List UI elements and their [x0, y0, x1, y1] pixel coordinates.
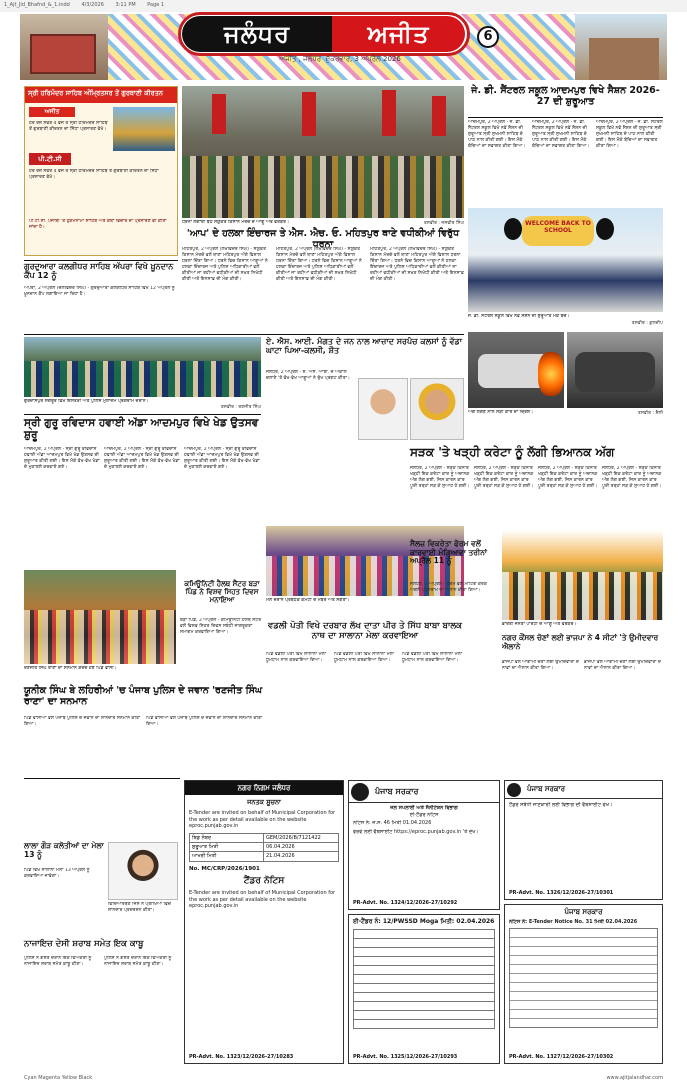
tender-org: ਨਗਰ ਨਿਗਮ ਜਲੰਧਰ — [185, 781, 343, 795]
protest-body-col1: ਮਹਿਤਪੁਰ, 2 ਅਪ੍ਰੈਲ (ਲਖਵਿੰਦਰ ਸਿੰਘ) - ਸੰਯੁਕਤ ਕਿਸਾਨ ਮੋਰਚੇ ਵਲੋਂ ਥਾਣਾ ਮਹਿਤਪੁਰ ਅੱਗੇ ਵਿਸ਼ਾਲ ਧਰਨਾ ਦਿੱਤਾ ਗਿਆ। ਧਰਨੇ ਵਿਚ ਕਿਸਾਨ ਆਗੂਆਂ ਨੇ ਹਲਕਾ ਇੰਚਾਰਜ ਅਤੇ ਪੁਲਿਸ ਅਧਿਕਾਰੀਆਂ ਵਲੋਂ ਕੀਤੀਆਂ ਜਾ ਰਹੀਆਂ ਵਧੀਕੀਆਂ ਦੀ ਸਖ਼ਤ ਨਿਖੇਧੀ ਕੀਤੀ ਅਤੇ ਇਨਸਾਫ਼ ਦੀ ਮੰਗ ਕੀਤੀ। — [182, 247, 268, 282]
govt-ad-right-footer: PR-Advt. No. 1326/12/2026-27/10301 — [509, 890, 614, 896]
asi-body: ਜਲੰਧਰ, 2 ਅਪ੍ਰੈਲ - ਏ. ਐਸ. ਆਈ. ਦੇ ਅਕਾਲ ਚਲਾਣੇ 'ਤੇ ਵੱਖ-ਵੱਖ ਆਗੂਆਂ ਨੇ ਦੁੱਖ ਪ੍ਰਗਟ ਕੀਤਾ। — [266, 370, 351, 381]
honour-body-col2: ਪਿੰਡ ਵਾਸੀਆਂ ਵਲੋਂ ਪੰਜਾਬ ਪੁਲਿਸ ਦੇ ਜਵਾਨ ਦਾ ਸ਼ਾਨਦਾਰ ਸਨਮਾਨ ਕੀਤਾ ਗਿਆ। — [146, 716, 263, 727]
ravidas-body-col3: ਆਦਮਪੁਰ, 2 ਅਪ੍ਰੈਲ - ਸ੍ਰੀ ਗੁਰੂ ਰਵਿਦਾਸ ਹਵਾਈ ਅੱਡਾ ਆਦਮਪੁਰ ਵਿਖੇ ਖੇਡ ਉਤਸਵ ਦੀ ਸ਼ੁਰੂਆਤ ਕੀਤੀ ਗਈ। ਇਸ ਮੌਕੇ ਵੱਖ-ਵੱਖ ਖੇਡਾਂ ਦੇ ਮੁਕਾਬਲੇ ਕਰਵਾਏ ਗਏ। — [184, 447, 260, 470]
govt-emblem-icon — [351, 783, 369, 801]
tender-table — [189, 833, 339, 862]
govt-ad-body: ਵੇਰਵੇ ਲਈ ਵੈਬਸਾਈਟ https://eproc.punjab.gov.in 'ਤੇ ਦੇਖੋ। — [353, 828, 479, 835]
tender-ref: No. MC/CRP/2026/1901 — [189, 866, 260, 872]
tender-row: ਸ਼ੁਰੂਆਤ ਮਿਤੀ 06.04.2026 — [190, 843, 338, 852]
protest-credit: ਤਸਵੀਰ : ਜਸਵੀਰ ਸਿੰਘ — [423, 221, 464, 226]
tender-title: ਟੈਂਡਰ ਨੋਟਿਸ — [243, 876, 285, 886]
ravidas-body-col2: ਆਦਮਪੁਰ, 2 ਅਪ੍ਰੈਲ - ਸ੍ਰੀ ਗੁਰੂ ਰਵਿਦਾਸ ਹਵਾਈ ਅੱਡਾ ਆਦਮਪੁਰ ਵਿਖੇ ਖੇਡ ਉਤਸਵ ਦੀ ਸ਼ੁਰੂਆਤ ਕੀਤੀ ਗਈ। ਇਸ ਮੌਕੇ ਵੱਖ-ਵੱਖ ਖੇਡਾਂ ਦੇ ਮੁਕਾਬਲੇ ਕਰਵਾਏ ਗਏ। — [104, 447, 180, 470]
fire-credit: ਤਸਵੀਰ : ਸ਼ੈਲੀ — [637, 411, 663, 416]
govt-ad-right-header — [505, 781, 662, 799]
golden-temple-photo — [113, 107, 175, 151]
masthead-title-left: ਜਲੰਧਰ — [182, 16, 332, 52]
health-headline: ਕਮਿਊਨਿਟੀ ਹੈਲਥ ਸੈਂਟਰ ਬੜਾ ਪਿੰਡ ਨੇ ਵਿਸ਼ਵ ਸਿਹਤ ਦਿਵਸ ਮਨਾਇਆ — [184, 580, 260, 605]
bjp-headline: ਨਗਰ ਕੌਂਸਲ ਚੋਣਾਂ ਲਈ ਭਾਜਪਾ ਨੇ 4 ਸੀਟਾਂ 'ਤੇ ਉਮੀਦਵਾਰ ਐਲਾਨੇ — [502, 633, 659, 651]
liquor-body-col1: ਪੁਲਿਸ ਨੇ ਗਸ਼ਤ ਦੌਰਾਨ ਇਕ ਵਿਅਕਤੀ ਨੂੰ ਨਾਜਾਇਜ਼ ਸ਼ਰਾਬ ਸਮੇਤ ਕਾਬੂ ਕੀਤਾ। — [24, 956, 92, 967]
file-name: 1_Ajt_Jld_Bhafnd_&_1.indd — [4, 2, 70, 8]
police-caption: ਗੁਰਦਾਸਪੁਰ ਸੰਗਰੂਰ ਵਿਖੇ ਇਸਤਰੀ ਅਤੇ ਪੁਲਿਸ ਮੁਲਾਜ਼ਮ ਪ੍ਰੋਗਰਾਮ ਦੌਰਾਨ। — [24, 399, 149, 404]
village-fair-headline: ਵਡਲੀ ਪੋਤੀ ਵਿਖੇ ਦਰਬਾਰ ਲੱਖ ਦਾਤਾ ਪੀਰ ਤੇ ਸਿੱਧ ਬਾਬਾ ਬਾਲਕ ਨਾਥ ਦਾ ਸਾਲਾਨਾ ਮੇਲਾ ਕਰਵਾਇਆ — [268, 621, 462, 641]
ravidas-body-col1: ਆਦਮਪੁਰ, 2 ਅਪ੍ਰੈਲ - ਸ੍ਰੀ ਗੁਰੂ ਰਵਿਦਾਸ ਹਵਾਈ ਅੱਡਾ ਆਦਮਪੁਰ ਵਿਖੇ ਖੇਡ ਉਤਸਵ ਦੀ ਸ਼ੁਰੂਆਤ ਕੀਤੀ ਗਈ। ਇਸ ਮੌਕੇ ਵੱਖ-ਵੱਖ ਖੇਡਾਂ ਦੇ ਮੁਕਾਬਲੇ ਕਰਵਾਏ ਗਏ। — [24, 447, 100, 470]
govt-ad-notice: ਈ-ਟੈਂਡਰ ਨੋਟਿਸ — [409, 811, 439, 818]
color-bar-label: Cyan Magenta Yellow Black — [24, 1075, 93, 1081]
protest-photo — [182, 86, 464, 218]
govt-ad-table — [353, 929, 495, 1029]
police-credit: ਤਸਵੀਰ : ਰਣਜੀਤ ਸਿੰਘ — [220, 405, 261, 410]
welcome-sign: WELCOME BACK TO SCHOOL — [522, 216, 594, 246]
tender-row: ਆਖਰੀ ਮਿਤੀ 21.04.2026 — [192, 853, 295, 859]
bjp-body-col2: ਭਾਜਪਾ ਵਲੋਂ ਆਗਾਮੀ ਚੋਣਾਂ ਲਈ ਉਮੀਦਵਾਰਾਂ ਦੇ ਨਾਵਾਂ ਦਾ ਐਲਾਨ ਕੀਤਾ ਗਿਆ। — [584, 660, 661, 671]
govt-ad-right — [504, 780, 663, 900]
village-fair-caption: ਮੇਲੇ ਦੌਰਾਨ ਪ੍ਰਬੰਧਕ ਕਮੇਟੀ ਦੇ ਮੈਂਬਰ ਅਤੇ ਸੰਗਤਾਂ। — [266, 598, 350, 603]
honour-headline: ਯੂਨੀਕ ਸਿੰਘ ਬੇ ਲਹਿਰੀਆਂ 'ਚ ਪੰਜਾਬ ਪੁਲਿਸ ਦੇ ਜਵਾਨ 'ਰਣਜੀਤ ਸਿੰਘ ਰਾਣਾ' ਦਾ ਸਨਮਾਨ — [24, 685, 263, 707]
health-body: ਬੜਾ ਪਿੰਡ, 2 ਅਪ੍ਰੈਲ - ਕਮਿਊਨਿਟੀ ਹੈਲਥ ਸੈਂਟਰ ਵਲੋਂ ਵਿਸ਼ਵ ਸਿਹਤ ਦਿਵਸ ਸਬੰਧੀ ਜਾਗਰੂਕਤਾ ਸਮਾਗਮ ਕਰਵਾਇਆ ਗਿਆ। — [180, 618, 262, 635]
protest-caption: ਧਰਨਾ ਲਗਾਈ ਬੈਠੇ ਸੰਯੁਕਤ ਕਿਸਾਨ ਮੋਰਚੇ ਦੇ ਆਗੂ ਅਤੇ ਵਰਕਰ। — [182, 220, 290, 225]
tender-ad-mc — [184, 780, 344, 1064]
school-photo — [468, 208, 663, 312]
liquor-headline: ਨਾਜਾਇਜ਼ ਦੇਸੀ ਸ਼ਰਾਬ ਸਮੇਤ ਇਕ ਕਾਬੂ — [24, 939, 144, 949]
police-photo — [24, 337, 261, 397]
print-time: 3:11 PM — [115, 2, 136, 8]
school-caption: ਜੇ. ਡੀ. ਸੈਂਟਰਲ ਸਕੂਲ ਵਿਖੇ ਨਵੇਂ ਸੈਸ਼ਨ ਦੀ ਸ਼ੁਰੂਆਤ ਮੌਕੇ ਬੱਚੇ। — [468, 314, 570, 319]
gurbani-notice-label: ਅਜੀਤ — [29, 107, 75, 117]
govt-ad-head: ਪੰਜਾਬ ਸਰਕਾਰ — [375, 786, 419, 796]
asi-headline: ਏ. ਐਸ. ਆਈ. ਮੰਗਤ ਦੇ ਜਨ ਨਾਲ ਆਜ਼ਾਦ ਸਰਪੰਚ ਕਲਸਾਂ ਨੂੰ ਵੱਡਾ ਘਾਟਾ ਪਿਆ-ਕਲਸੀ, ਸ਼ੌਤ — [266, 337, 463, 356]
masthead-subtitle: ਅਜੀਤ , ਜਲੰਧਰ ਸ਼ੁੱਕਰਵਾਰ, 3 ਅਪ੍ਰੈਲ 2026 — [279, 55, 401, 63]
school-body-col2: ਆਦਮਪੁਰ, 2 ਅਪ੍ਰੈਲ - ਜੇ. ਡੀ. ਸੈਂਟਰਲ ਸਕੂਲ ਵਿਖੇ ਨਵੇਂ ਸੈਸ਼ਨ ਦੀ ਸ਼ੁਰੂਆਤ ਸ੍ਰੀ ਸੁਖਮਨੀ ਸਾਹਿਬ ਦੇ ਪਾਠ ਨਾਲ ਕੀਤੀ ਗਈ। ਇਸ ਮੌਕੇ ਬੱਚਿਆਂ ਦਾ ਸਵਾਗਤ ਕੀਤਾ ਗਿਆ। — [532, 120, 590, 149]
print-slug-strip — [0, 0, 687, 12]
govt-ad-right-head-2: ਪੰਜਾਬ ਸਰਕਾਰ — [564, 908, 603, 916]
village-body-col1: ਪਿੰਡ ਵਡਲੀ ਪੋਤੀ ਵਿਖੇ ਸਾਲਾਨਾ ਮੇਲਾ ਧੂਮਧਾਮ ਨਾਲ ਕਰਵਾਇਆ ਗਿਆ। — [266, 652, 327, 663]
car-fire-photos — [468, 332, 663, 408]
issue-date: ਸ਼ੁੱਕਰਵਾਰ, 3 ਅਪ੍ਰੈਲ 2026 — [325, 55, 401, 63]
govt-ad-header — [349, 781, 499, 803]
fair-headline: ਲਾਲਾ ਗੌੜ ਕਲੋਤੀਆਂ ਦਾ ਮੇਲਾ 13 ਨੂੰ — [24, 841, 104, 859]
footer-strip — [24, 1072, 663, 1084]
gurdwara-body: ਅੱਪਰਾ, 2 ਅਪ੍ਰੈਲ (ਦਲਵਿੰਦਰ ਸਿੰਘ) - ਗੁਰਦੁਆਰਾ ਕਲਗੀਧਰ ਸਾਹਿਬ ਵਿਖੇ 12 ਅਪ੍ਰੈਲ ਨੂੰ ਖ਼ੂਨਦਾਨ ਕੈਂਪ ਲਗਾਇਆ ਜਾ ਰਿਹਾ ਹੈ। — [24, 286, 175, 297]
fire-headline: ਸੜਕ 'ਤੇ ਖੜ੍ਹੀ ਕਰੇਟਾ ਨੂੰ ਲੱਗੀ ਭਿਆਨਕ ਅੱਗ — [410, 445, 615, 459]
school-headline: ਜੇ. ਡੀ. ਸੈਂਟਰਲ ਸਕੂਲ ਆਦਮਪੁਰ ਵਿਖੇ ਸੈਸ਼ਨ 2026-27 ਦੀ ਸ਼ੁਰੂਆਤ — [471, 85, 660, 107]
bjp-body-col1: ਭਾਜਪਾ ਵਲੋਂ ਆਗਾਮੀ ਚੋਣਾਂ ਲਈ ਉਮੀਦਵਾਰਾਂ ਦੇ ਨਾਵਾਂ ਦਾ ਐਲਾਨ ਕੀਤਾ ਗਿਆ। — [502, 660, 579, 671]
liquor-body-col2: ਪੁਲਿਸ ਨੇ ਗਸ਼ਤ ਦੌਰਾਨ ਇਕ ਵਿਅਕਤੀ ਨੂੰ ਨਾਜਾਇਜ਼ ਸ਼ਰਾਬ ਸਮੇਤ ਕਾਬੂ ਕੀਤਾ। — [104, 956, 172, 967]
school-body-col3: ਆਦਮਪੁਰ, 2 ਅਪ੍ਰੈਲ - ਜੇ. ਡੀ. ਸੈਂਟਰਲ ਸਕੂਲ ਵਿਖੇ ਨਵੇਂ ਸੈਸ਼ਨ ਦੀ ਸ਼ੁਰੂਆਤ ਸ੍ਰੀ ਸੁਖਮਨੀ ਸਾਹਿਬ ਦੇ ਪਾਠ ਨਾਲ ਕੀਤੀ ਗਈ। ਇਸ ਮੌਕੇ ਬੱਚਿਆਂ ਦਾ ਸਵਾਗਤ ਕੀਤਾ ਗਿਆ। — [596, 120, 663, 149]
tender-sub: ਜਨਤਕ ਸੂਚਨਾ — [247, 798, 281, 806]
fire-body-col3: ਜਲੰਧਰ, 2 ਅਪ੍ਰੈਲ - ਸੜਕ ਕਿਨਾਰੇ ਖੜ੍ਹੀ ਇਕ ਕਰੇਟਾ ਕਾਰ ਨੂੰ ਅਚਾਨਕ ਅੱਗ ਲੱਗ ਗਈ, ਜਿਸ ਕਾਰਨ ਕਾਰ ਪੂਰੀ ਤਰ੍ਹਾਂ ਸੜ ਕੇ ਸੁਆਹ ਹੋ ਗਈ। — [538, 466, 598, 489]
tender-footer: PR-Advt. No. 1323/12/2026-27/10283 — [189, 1054, 294, 1060]
govt-ad-right-table — [509, 928, 658, 1028]
govt-ad-right-footer-2: PR-Advt. No. 1327/12/2026-27/10302 — [509, 1054, 614, 1060]
fire-body-col2: ਜਲੰਧਰ, 2 ਅਪ੍ਰੈਲ - ਸੜਕ ਕਿਨਾਰੇ ਖੜ੍ਹੀ ਇਕ ਕਰੇਟਾ ਕਾਰ ਨੂੰ ਅਚਾਨਕ ਅੱਗ ਲੱਗ ਗਈ, ਜਿਸ ਕਾਰਨ ਕਾਰ ਪੂਰੀ ਤਰ੍ਹਾਂ ਸੜ ਕੇ ਸੁਆਹ ਹੋ ਗਈ। — [474, 466, 534, 489]
honour-photo — [24, 570, 176, 664]
govt-emblem-icon — [507, 783, 521, 797]
tender-row: ਬਿਡ ਨੰਬਰ GEM/2026/B/7121422 — [190, 834, 338, 843]
masthead-photo-left — [20, 14, 108, 80]
honour-caption: ਰਣਜੀਤ ਸਿੰਘ ਰਾਣਾ ਦਾ ਸਨਮਾਨ ਕਰਦੇ ਹੋਏ ਪਿੰਡ ਵਾਸੀ। — [24, 666, 117, 671]
print-date: 4/3/2026 — [81, 2, 104, 8]
masthead-photo-right — [575, 14, 667, 80]
school-body-col1: ਆਦਮਪੁਰ, 2 ਅਪ੍ਰੈਲ - ਜੇ. ਡੀ. ਸੈਂਟਰਲ ਸਕੂਲ ਵਿਖੇ ਨਵੇਂ ਸੈਸ਼ਨ ਦੀ ਸ਼ੁਰੂਆਤ ਸ੍ਰੀ ਸੁਖਮਨੀ ਸਾਹਿਬ ਦੇ ਪਾਠ ਨਾਲ ਕੀਤੀ ਗਈ। ਇਸ ਮੌਕੇ ਬੱਚਿਆਂ ਦਾ ਸਵਾਗਤ ਕੀਤਾ ਗਿਆ। — [468, 120, 526, 149]
fire-body-col4: ਜਲੰਧਰ, 2 ਅਪ੍ਰੈਲ - ਸੜਕ ਕਿਨਾਰੇ ਖੜ੍ਹੀ ਇਕ ਕਰੇਟਾ ਕਾਰ ਨੂੰ ਅਚਾਨਕ ਅੱਗ ਲੱਗ ਗਈ, ਜਿਸ ਕਾਰਨ ਕਾਰ ਪੂਰੀ ਤਰ੍ਹਾਂ ਸੜ ਕੇ ਸੁਆਹ ਹੋ ਗਈ। — [602, 466, 662, 489]
govt-ad-right-notice-2: ਨੋਟਿਸ ਨੰ: E-Tender Notice No. 31 ਮਿਤੀ 02.04.2026 — [509, 919, 638, 925]
govt-ad-right-head: ਪੰਜਾਬ ਸਰਕਾਰ — [527, 785, 566, 793]
village-body-col2: ਪਿੰਡ ਵਡਲੀ ਪੋਤੀ ਵਿਖੇ ਸਾਲਾਨਾ ਮੇਲਾ ਧੂਮਧਾਮ ਨਾਲ ਕਰਵਾਇਆ ਗਿਆ। — [334, 652, 395, 663]
protest-body-col3: ਮਹਿਤਪੁਰ, 2 ਅਪ੍ਰੈਲ (ਲਖਵਿੰਦਰ ਸਿੰਘ) - ਸੰਯੁਕਤ ਕਿਸਾਨ ਮੋਰਚੇ ਵਲੋਂ ਥਾਣਾ ਮਹਿਤਪੁਰ ਅੱਗੇ ਵਿਸ਼ਾਲ ਧਰਨਾ ਦਿੱਤਾ ਗਿਆ। ਧਰਨੇ ਵਿਚ ਕਿਸਾਨ ਆਗੂਆਂ ਨੇ ਹਲਕਾ ਇੰਚਾਰਜ ਅਤੇ ਪੁਲਿਸ ਅਧਿਕਾਰੀਆਂ ਵਲੋਂ ਕੀਤੀਆਂ ਜਾ ਰਹੀਆਂ ਵਧੀਕੀਆਂ ਦੀ ਸਖ਼ਤ ਨਿਖੇਧੀ ਕੀਤੀ ਅਤੇ ਇਨਸਾਫ਼ ਦੀ ਮੰਗ ਕੀਤੀ। — [370, 247, 464, 282]
fire-caption: ਅੱਗ ਲੱਗਣ ਨਾਲ ਸੜੀ ਕਾਰ ਦਾ ਦ੍ਰਿਸ਼। — [468, 410, 534, 415]
school-credit: ਤਸਵੀਰ : ਕੁਲਦੀਪ — [631, 321, 663, 326]
ravidas-headline: ਸ੍ਰੀ ਗੁਰੂ ਰਵਿਦਾਸ ਹਵਾਈ ਅੱਡਾ ਆਦਮਪੁਰ ਵਿਖੇ ਖੇਡ ਉਤਸਵ ਸ਼ੁਰੂ — [24, 417, 259, 442]
masthead-title-right: ਅਜੀਤ — [332, 16, 465, 52]
portrait-2 — [410, 378, 464, 440]
bjp-photo — [502, 530, 663, 620]
tender-body: E-Tender are invited on behalf of Municipal Corporation for the work as per detail available on the website eproc.punjab.gov.in — [189, 890, 336, 909]
portrait-1 — [358, 378, 408, 440]
fair-body: ਪਿੰਡ ਵਿਖੇ ਸਾਲਾਨਾ ਮੇਲਾ 13 ਅਪ੍ਰੈਲ ਨੂੰ ਕਰਵਾਇਆ ਜਾਵੇਗਾ। — [24, 868, 90, 879]
govt-ad-footer-2: PR-Advt. No. 1325/12/2026-27/10293 — [353, 1054, 458, 1060]
seminar-body: ਜਲੰਧਰ, 2 ਅਪ੍ਰੈਲ - ਫੋਰਮ ਵਲੋਂ ਮੀਟਿੰਗ ਕਰਕੇ ਅਗਲੇ ਪ੍ਰੋਗਰਾਮ ਦਾ ਐਲਾਨ ਕੀਤਾ ਗਿਆ। — [410, 582, 487, 593]
gurbani-notice-footer: ਪੀ.ਟੀ.ਸੀ. ਪੰਜਾਬੀ 'ਤੇ ਹੁਕਮਨਾਮਾ ਸਾਹਿਬ ਅਤੇ ਕਥਾ ਵਿਚਾਰ ਦਾ ਪ੍ਰਸਾਰਣ ਵੀ ਕੀਤਾ ਜਾਂਦਾ ਹੈ। — [29, 219, 167, 230]
gurbani-notice-heading: ਸ੍ਰੀ ਹਰਿਮੰਦਰ ਸਾਹਿਬ ਅੰਮ੍ਰਿਤਸਰ ਤੋਂ ਗੁਰਬਾਣੀ ਕੀਰਤਨ — [25, 87, 177, 103]
gurdwara-headline: ਗੁਰਦੁਆਰਾ ਕਲਗੀਧਰ ਸਾਹਿਬ ਅੱਪਰਾ ਵਿਖੇ ਖ਼ੂਨਦਾਨ ਕੈਂਪ 12 ਨੂੰ — [24, 262, 174, 281]
govt-ad-notice-2: ਈ-ਟੈਂਡਰ ਨੰ: 12/PWSSD Moga ਮਿਤੀ: 02.04.2026 — [353, 918, 495, 925]
page-number: 6 — [477, 26, 499, 48]
protest-body-col2: ਮਹਿਤਪੁਰ, 2 ਅਪ੍ਰੈਲ (ਲਖਵਿੰਦਰ ਸਿੰਘ) - ਸੰਯੁਕਤ ਕਿਸਾਨ ਮੋਰਚੇ ਵਲੋਂ ਥਾਣਾ ਮਹਿਤਪੁਰ ਅੱਗੇ ਵਿਸ਼ਾਲ ਧਰਨਾ ਦਿੱਤਾ ਗਿਆ। ਧਰਨੇ ਵਿਚ ਕਿਸਾਨ ਆਗੂਆਂ ਨੇ ਹਲਕਾ ਇੰਚਾਰਜ ਅਤੇ ਪੁਲਿਸ ਅਧਿਕਾਰੀਆਂ ਵਲੋਂ ਕੀਤੀਆਂ ਜਾ ਰਹੀਆਂ ਵਧੀਕੀਆਂ ਦੀ ਸਖ਼ਤ ਨਿਖੇਧੀ ਕੀਤੀ ਅਤੇ ਇਨਸਾਫ਼ ਦੀ ਮੰਗ ਕੀਤੀ। — [276, 247, 362, 282]
honour-body-col1: ਪਿੰਡ ਵਾਸੀਆਂ ਵਲੋਂ ਪੰਜਾਬ ਪੁਲਿਸ ਦੇ ਜਵਾਨ ਦਾ ਸ਼ਾਨਦਾਰ ਸਨਮਾਨ ਕੀਤਾ ਗਿਆ। — [24, 716, 141, 727]
gurbani-notice-body: ਹਰ ਰੋਜ਼ ਸਵੇਰੇ 4 ਵਜੇ ਤੋਂ ਸ੍ਰੀ ਹਰਿਮੰਦਰ ਸਾਹਿਬ ਤੋਂ ਗੁਰਬਾਣੀ ਕੀਰਤਨ ਦਾ ਸਿੱਧਾ ਪ੍ਰਸਾਰਣ ਵੇਖੋ। — [29, 121, 108, 132]
protest-headline: 'ਆਪ' ਦੇ ਹਲਕਾ ਇੰਚਾਰਜ ਤੇ ਐਸ. ਐਚ. ਓ. ਮਹਿਤਪੁਰ ਥਾਣੇ ਵਧੀਕੀਆਂ ਵਿਰੁੱਧ ਧਰਨਾ — [186, 228, 460, 250]
website-label: www.ajitjalandhar.com — [606, 1075, 663, 1081]
govt-ad-center-2 — [348, 914, 500, 1064]
seminar-headline: ਸੈਲਜ਼ ਵਿਕਰੇਤਾ ਫੋਰਮ ਵਲੋਂ ਕਾਰਵਾਈ ਮੰਗਿਆਵਾ ਤਰੀਨਾਂ ਅਪ੍ਰੈਲ 11 ਨੂੰ — [410, 539, 488, 566]
student-photo — [108, 842, 178, 900]
govt-ad-right-body: ਟੈਂਡਰ ਸਬੰਧੀ ਜਾਣਕਾਰੀ ਲਈ ਵਿਭਾਗ ਦੀ ਵੈਬਸਾਈਟ ਵੇਖੋ। — [509, 802, 613, 808]
ptc-label: ਪੀ.ਟੀ.ਸੀ — [29, 153, 71, 165]
govt-ad-ref: ਨੋਟਿਸ ਨੰ: ਜ.ਸ. 46 ਮਿਤੀ 01.04.2026 — [353, 820, 432, 826]
gurbani-schedule: ਹਰ ਰੋਜ਼ ਸਵੇਰੇ 4 ਵਜੇ ਤੋਂ ਸ੍ਰੀ ਹਰਿਮੰਦਰ ਸਾਹਿਬ ਤੋਂ ਗੁਰਬਾਣੀ ਕੀਰਤਨ ਦਾ ਸਿੱਧਾ ਪ੍ਰਸਾਰਣ ਵੇਖੋ। — [29, 169, 159, 180]
govt-ad-right-2 — [504, 904, 663, 1064]
govt-ad-center — [348, 780, 500, 910]
tender-intro: E-Tender are invited on behalf of Municipal Corporation for the work as per detail available on the website eproc.punjab.gov.in — [189, 810, 336, 829]
print-page: Page 1 — [147, 2, 165, 8]
govt-ad-sub: ਜਲ ਸਪਲਾਈ ਅਤੇ ਸੈਨੀਟੇਸ਼ਨ ਵਿਭਾਗ — [390, 805, 458, 811]
bjp-caption: ਭਾਰਤੀ ਜਨਤਾ ਪਾਰਟੀ ਦੇ ਆਗੂ ਅਤੇ ਵਰਕਰ। — [502, 622, 577, 627]
fire-body-col1: ਜਲੰਧਰ, 2 ਅਪ੍ਰੈਲ - ਸੜਕ ਕਿਨਾਰੇ ਖੜ੍ਹੀ ਇਕ ਕਰੇਟਾ ਕਾਰ ਨੂੰ ਅਚਾਨਕ ਅੱਗ ਲੱਗ ਗਈ, ਜਿਸ ਕਾਰਨ ਕਾਰ ਪੂਰੀ ਤਰ੍ਹਾਂ ਸੜ ਕੇ ਸੁਆਹ ਹੋ ਗਈ। — [410, 466, 470, 489]
student-caption: ਵਿਦਿਆਰਥਣ ਜਿਸ ਨੇ ਪ੍ਰੀਖਿਆ ਵਿਚ ਸ਼ਾਨਦਾਰ ਪ੍ਰਦਰਸ਼ਨ ਕੀਤਾ। — [108, 902, 171, 913]
govt-ad-footer: PR-Advt. No. 1324/12/2026-27/10292 — [353, 900, 458, 906]
gurbani-notice-box — [24, 86, 178, 256]
village-body-col3: ਪਿੰਡ ਵਡਲੀ ਪੋਤੀ ਵਿਖੇ ਸਾਲਾਨਾ ਮੇਲਾ ਧੂਮਧਾਮ ਨਾਲ ਕਰਵਾਇਆ ਗਿਆ। — [402, 652, 463, 663]
